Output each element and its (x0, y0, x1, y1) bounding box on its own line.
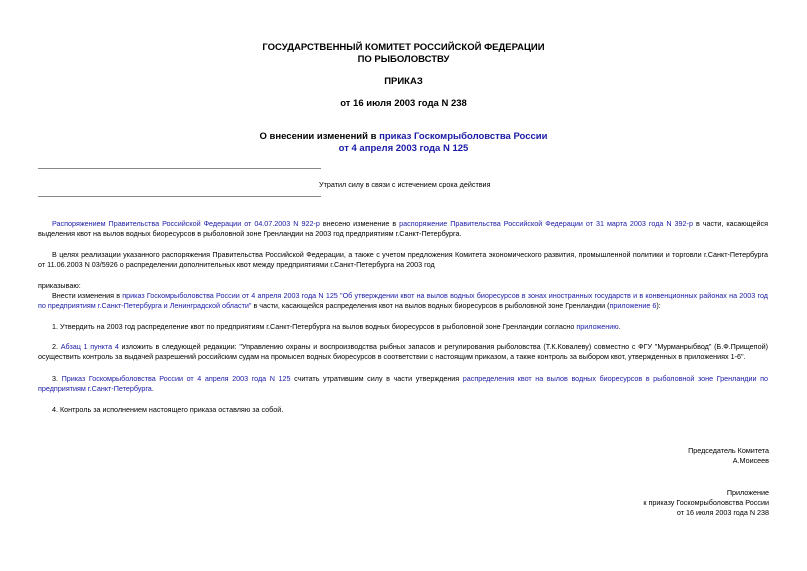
link-order-125[interactable]: Приказ Госкомрыболовства России от 4 апреля 2003 года N 125 (61, 374, 291, 383)
paragraph-preamble (38, 219, 768, 239)
link-quota-distribution[interactable]: распределения квот на вылов водных биоресурсов в рыболовной зоне Гренландии по предприятиям г.Санкт-Петербурга (38, 374, 768, 394)
link-appendix[interactable]: приложению (576, 322, 619, 331)
item-4: 4. Контроль за исполнением настоящего приказа оставляю за собой. (52, 405, 284, 414)
text: . (151, 384, 154, 394)
text: 3. (52, 374, 62, 383)
text: изложить в следующей редакции: "Управлению охраны и воспроизводства рыбных запасов и регулирования рыболовства (Т.К.Ковалеву) совместно с ФГУ "Мурманрыбвод" (Б.Ф.Прищепой) осуществить контроль за выдачей разрешений российским судам на промысел водных биоресурсов в соответствии с настоящим приказом, а также контроль за выбором квот, утвержденных в приложениях 1-6". (38, 342, 768, 362)
appendix-order-ref: к приказу Госкомрыболовства России (643, 498, 769, 507)
document-type: ПРИКАЗ (384, 76, 423, 87)
title-link-order-125[interactable]: приказ Госкомрыболовства России (379, 131, 548, 142)
text: 1. Утвердить на 2003 год распределение квот по предприятиям г.Санкт-Петербурга на вылов водных биоресурсов в рыболовной зоне Гренландии согласно (52, 322, 577, 331)
signature-name: А.Моисеев (732, 456, 769, 465)
appendix-order-date: от 16 июля 2003 года N 238 (676, 508, 769, 517)
title-link-order-125-date[interactable]: от 4 апреля 2003 года N 125 (338, 143, 469, 154)
item-3 (38, 374, 768, 394)
link-decree-922[interactable]: Распоряжением Правительства Российской Федерации от 04.07.2003 N 922-р (52, 219, 320, 228)
divider-bottom (38, 196, 321, 197)
text: Внести изменения в (52, 291, 123, 300)
text: 2. (52, 342, 61, 351)
text: . (618, 322, 621, 331)
paragraph-purpose: В целях реализации указанного распоряжения Правительства Российской Федерации, а также с учетом предложения Комитета экономического развития, промышленной политики и торговли г.Санкт-Петербурга от 11.06.2003 N 03/5926 о распределении дополнительных квот между предприятиями г.Санкт-Петербурга на 2003 год (38, 250, 768, 270)
header-line-1: ГОСУДАРСТВЕННЫЙ КОМИТЕТ РОССИЙСКОЙ ФЕДЕРАЦИИ (262, 42, 545, 53)
link-paragraph-1-clause-4[interactable]: Абзац 1 пункта 4 (60, 342, 119, 351)
text: внесено изменение в (319, 219, 400, 228)
signature-position: Председатель Комитета (688, 446, 769, 455)
document-title-line-2 (0, 143, 807, 155)
link-decree-392[interactable]: распоряжение Правительства Российской Федерации от 31 марта 2003 года N 392-р (399, 219, 693, 228)
order-word: приказываю: (38, 281, 81, 290)
header-line-2: ПО РЫБОЛОВСТВУ (357, 54, 450, 65)
appendix-title: Приложение (726, 488, 769, 497)
status-note: Утратил силу в связи с истечением срока действия (319, 180, 491, 189)
item-2 (38, 342, 768, 362)
document-date: от 16 июля 2003 года N 238 (340, 98, 467, 109)
text: в части, касающейся выделения квот на вылов водных биоресурсов в рыболовной зоне Гренландии на 2003 год предприятиям г.Санкт-Петербурга. (38, 219, 768, 239)
item-1 (38, 322, 768, 332)
divider-top (38, 168, 321, 169)
paragraph-amendment (38, 291, 768, 311)
title-prefix: О внесении изменений в (259, 131, 380, 142)
document-title-line-1 (0, 131, 807, 143)
text: ): (656, 301, 661, 311)
link-appendix-6[interactable]: приложение 6 (609, 301, 657, 311)
text: считать утратившим силу в части утверждения (290, 374, 463, 383)
link-order-125-full[interactable]: приказ Госкомрыболовства России от 4 апреля 2003 года N 125 "Об утверждении квот на вылов водных биоресурсов в зонах иностранных государств и в конвенционных районах на 2003 год по предприятиям г.Санкт-Петербурга и Ленинградской области" (38, 291, 768, 311)
text: в части, касающейся распределения квот на вылов водных биоресурсов в рыболовной зоне Гренландии ( (251, 301, 610, 311)
